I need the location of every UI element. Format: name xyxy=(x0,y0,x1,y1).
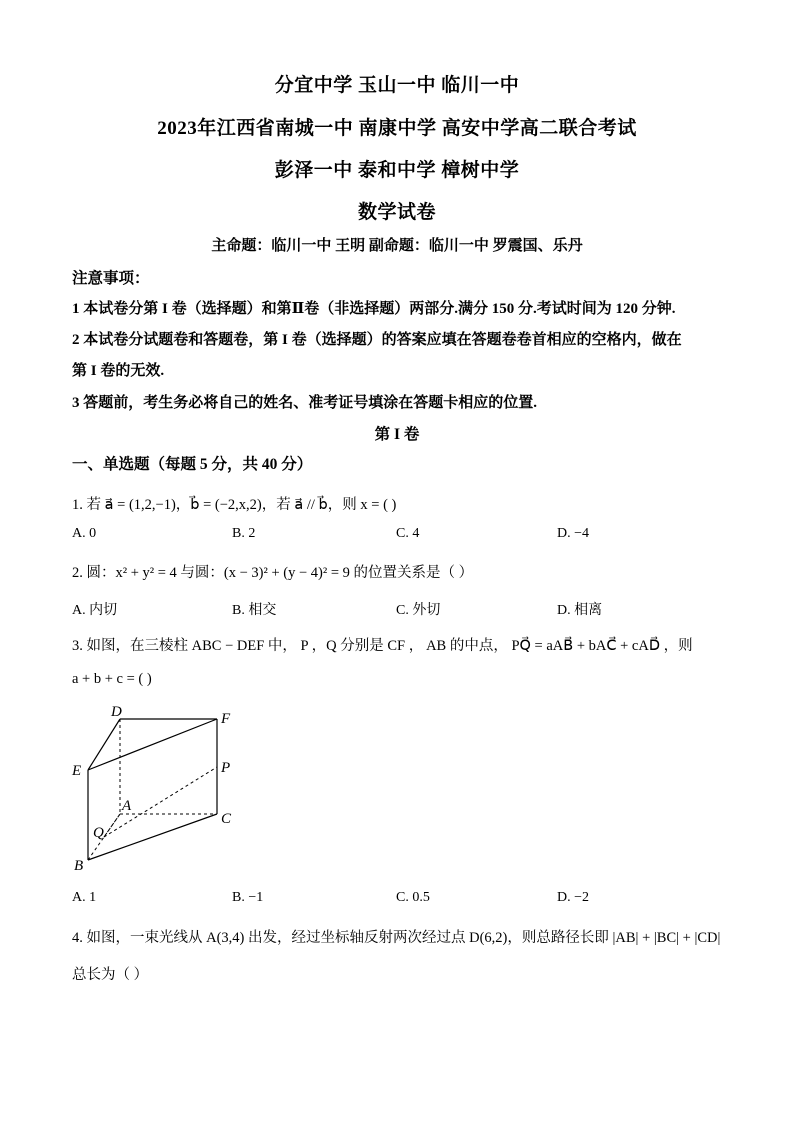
q1-option-c: C. 4 xyxy=(396,526,420,541)
subject-title: 数学试卷 xyxy=(357,202,436,223)
note-item-2a: 2 本试卷分试题卷和答题卷，第 I 卷（选择题）的答案应填在答题卷卷首相应的空格内，做在 xyxy=(72,332,682,348)
q3-option-d: D. −2 xyxy=(557,890,590,905)
q3-option-c: C. 0.5 xyxy=(396,890,430,905)
school-line-3: 彭泽一中 泰和中学 樟树中学 xyxy=(274,160,520,181)
school-line-1: 分宜中学 玉山一中 临川一中 xyxy=(274,75,520,96)
label-c: C xyxy=(221,811,232,827)
question-1: 1. 若 a⃗ = (1,2,−1)，b⃗ = (−2,x,2)，若 a⃗ // b⃗，则 x = ( ) xyxy=(72,497,397,513)
label-f: F xyxy=(221,711,231,727)
q3-option-b: B. −1 xyxy=(232,890,264,905)
q2-option-d: D. 相离 xyxy=(557,603,603,618)
question-3-line-2: a + b + c = ( ) xyxy=(72,671,152,687)
label-q: Q xyxy=(93,825,104,841)
note-item-3: 3 答题前，考生务必将自己的姓名、准考证号填涂在答题卡相应的位置. xyxy=(72,395,538,411)
q2-option-a: A. 内切 xyxy=(72,603,118,618)
part-title: 第 I 卷 xyxy=(374,426,420,443)
label-b: B xyxy=(74,858,84,874)
question-4-line-1: 4. 如图，一束光线从 A(3,4) 出发，经过坐标轴反射两次经过点 D(6,2)，则总路径长即 |AB| + |BC| + |CD| xyxy=(72,930,721,946)
q3-option-a: A. 1 xyxy=(72,890,97,905)
exam-title: 2023年江西省南城一中 南康中学 高安中学高二联合考试 xyxy=(157,118,637,139)
question-2: 2. 圆：x² + y² = 4 与圆：(x − 3)² + (y − 4)² = 9 的位置关系是（ ） xyxy=(72,565,474,581)
label-p: P xyxy=(221,760,231,776)
label-d: D xyxy=(111,704,122,720)
notes-heading: 注意事项： xyxy=(72,270,150,287)
q1-option-a: A. 0 xyxy=(72,526,97,541)
note-item-1: 1 本试卷分第 I 卷（选择题）和第Ⅱ卷（非选择题）两部分.满分 150 分.考试时间为 120 分钟. xyxy=(72,301,676,317)
label-a: A xyxy=(122,798,132,814)
question-3-line-1: 3. 如图，在三棱柱 ABC − DEF 中， P ，Q 分别是 CF ， AB 的中点， PQ⃗ = aAB⃗ + bAC⃗ + cAD⃗ ，则 xyxy=(72,638,693,654)
section-heading: 一、单选题（每题 5 分，共 40 分） xyxy=(72,456,313,473)
q2-option-c: C. 外切 xyxy=(396,603,441,618)
question-4-line-2: 总长为（ ） xyxy=(72,967,149,983)
label-e: E xyxy=(72,763,82,779)
note-item-2b: 第 I 卷的无效. xyxy=(72,363,165,379)
prism-figure xyxy=(60,700,260,880)
q1-option-b: B. 2 xyxy=(232,526,256,541)
q2-option-b: B. 相交 xyxy=(232,603,277,618)
q1-option-d: D. −4 xyxy=(557,526,590,541)
authors-line: 主命题：临川一中 王明 副命题：临川一中 罗震国、乐丹 xyxy=(211,238,583,254)
